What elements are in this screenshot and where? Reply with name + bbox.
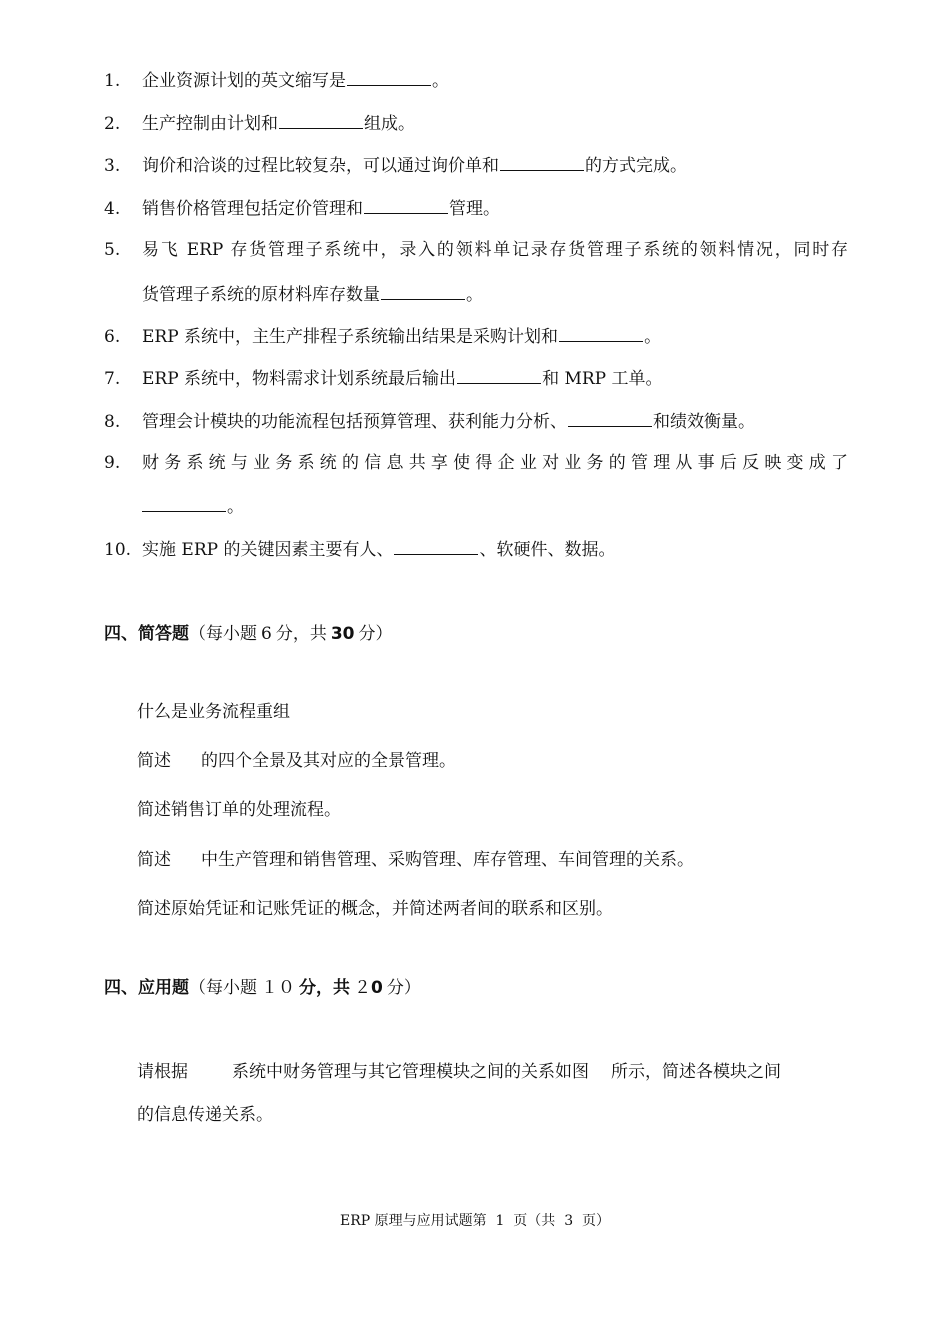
question-7 [104, 367, 663, 390]
question-text-line1: 易飞 ERP 存货管理子系统中，录入的领料单记录存货管理子系统的领料情况，同时存 [142, 240, 848, 260]
section-title: 四、简答题 [104, 624, 189, 644]
question-number: 4. [104, 199, 121, 219]
question-4 [104, 197, 500, 220]
short-question-2 [137, 750, 456, 772]
question-8 [104, 410, 755, 433]
question-number: 3. [104, 156, 121, 176]
question-10 [104, 538, 615, 561]
question-number: 2. [104, 114, 121, 134]
section-note-mid: 分，共 [275, 624, 327, 644]
question-6 [104, 325, 661, 348]
question-5 [104, 239, 848, 261]
short-question-1 [137, 701, 290, 723]
question-text-tail: 和绩效衡量。 [653, 412, 755, 432]
answer-blank [500, 154, 584, 171]
question-9-continuation [142, 495, 244, 518]
answer-blank [568, 410, 652, 427]
question-number: 5. [104, 240, 121, 260]
question-2 [104, 112, 415, 135]
section-note-total-b: 0 [371, 978, 383, 998]
section-note-total-a: ２ [354, 978, 371, 998]
application-question-line1 [137, 1061, 781, 1083]
short-question-text: 简述 [137, 850, 171, 870]
short-question-text-tail: 的四个全景及其对应的全景管理。 [201, 751, 456, 771]
question-text-tail: 、软硬件、数据。 [479, 540, 616, 560]
question-3 [104, 154, 687, 177]
question-text-tail: 。 [432, 71, 449, 91]
answer-blank [394, 538, 478, 555]
section-title: 四、应用题 [104, 978, 189, 998]
answer-blank [457, 367, 541, 384]
question-text-tail: 和 MRP 工单。 [542, 369, 663, 389]
section-heading-short-answer [104, 623, 393, 645]
question-text: ERP 系统中，主生产排程子系统输出结果是采购计划和 [142, 327, 559, 347]
short-question-text: 简述原始凭证和记账凭证的概念，并简述两者间的联系和区别。 [137, 899, 613, 919]
question-text: ERP 系统中，物料需求计划系统最后输出 [142, 369, 457, 389]
question-text: 管理会计模块的功能流程包括预算管理、获利能力分析、 [142, 412, 567, 432]
section-note-points: １０ [261, 978, 295, 998]
short-question-text: 简述销售订单的处理流程。 [137, 800, 341, 820]
page-footer: ERP 原理与应用试题第 1 页（共 3 页） [339, 1213, 611, 1229]
question-text-tail: 。 [466, 285, 483, 305]
short-question-text: 简述 [137, 751, 171, 771]
question-number: 8. [104, 412, 121, 432]
question-text: 生产控制由计划和 [142, 114, 278, 134]
short-question-5 [137, 898, 613, 920]
question-text-tail: 组成。 [364, 114, 415, 134]
section-note-open: （每小题 [189, 978, 257, 998]
section-note-open: （每小题 [189, 624, 257, 644]
question-text-line1: 财务系统与业务系统的信息共享使得企业对业务的管理从事后反映变成了 [142, 453, 848, 473]
application-text: 系统中财务管理与其它管理模块之间的关系如图 [232, 1062, 589, 1082]
section-heading-application [104, 977, 421, 999]
question-text-tail: 。 [644, 327, 662, 347]
answer-blank [381, 283, 465, 300]
section-note-close: 分） [386, 978, 421, 998]
question-text-tail: 的方式完成。 [585, 156, 687, 176]
section-note-close: 分） [358, 624, 393, 644]
question-text: 询价和洽谈的过程比较复杂，可以通过询价单和 [142, 156, 499, 176]
short-question-4 [137, 849, 694, 871]
question-text: 销售价格管理包括定价管理和 [142, 199, 363, 219]
question-text: 货管理子系统的原材料库存数量 [142, 285, 380, 305]
answer-blank [142, 495, 226, 512]
short-question-3 [137, 799, 341, 821]
question-text-tail: 管理。 [449, 199, 500, 219]
question-text: 实施 ERP 的关键因素主要有人、 [142, 540, 394, 560]
short-question-text-tail: 中生产管理和销售管理、采购管理、库存管理、车间管理的关系。 [201, 850, 694, 870]
question-number: 6. [104, 327, 121, 347]
question-5-continuation [142, 283, 483, 306]
question-number: 10. [104, 540, 132, 560]
question-text: 企业资源计划的英文缩写是 [142, 71, 346, 91]
answer-blank [364, 197, 448, 214]
section-note-total: 30 [330, 624, 355, 644]
question-9 [104, 452, 848, 474]
application-question-line2 [137, 1104, 273, 1126]
application-text: 请根据 [137, 1062, 188, 1082]
application-text: 的信息传递关系。 [137, 1105, 273, 1125]
section-note-mid: 分，共 [299, 978, 350, 998]
question-number: 9. [104, 453, 121, 473]
question-number: 1. [104, 71, 121, 91]
answer-blank [559, 325, 643, 342]
answer-blank [347, 69, 431, 86]
question-text-tail: 。 [227, 497, 244, 517]
application-text: 所示，简述各模块之间 [611, 1062, 781, 1082]
section-note-points: 6 [261, 624, 272, 644]
answer-blank [279, 112, 363, 129]
short-question-text: 什么是业务流程重组 [137, 702, 290, 722]
question-number: 7. [104, 369, 121, 389]
question-1 [104, 69, 449, 92]
